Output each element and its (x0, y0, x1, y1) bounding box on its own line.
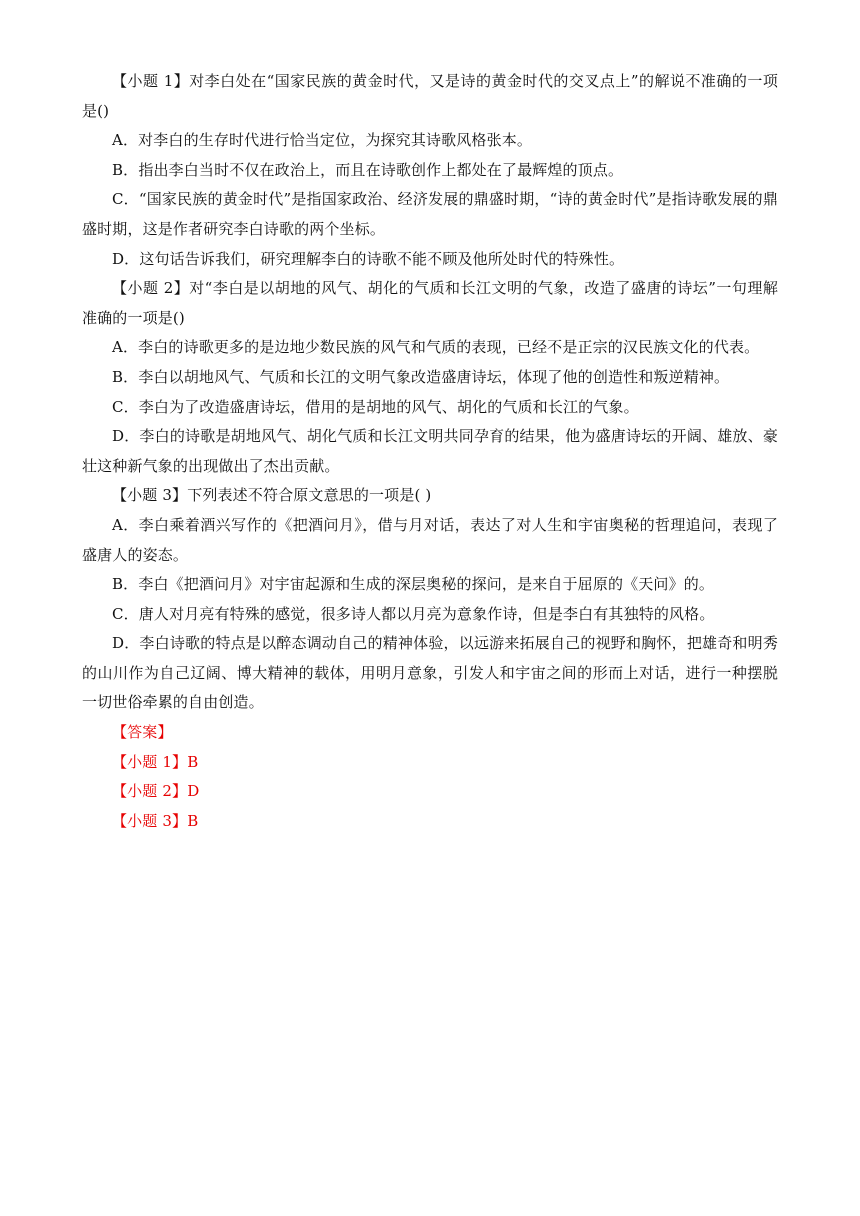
question-2-option-d: D．李白的诗歌是胡地风气、胡化气质和长江文明共同孕育的结果，他为盛唐诗坛的开阔、雄放、豪壮这种新气象的出现做出了杰出贡献。 (82, 427, 778, 475)
question-2-option-a: A．李白的诗歌更多的是边地少数民族的风气和气质的表现，已经不是正宗的汉民族文化的代表。 (112, 338, 760, 357)
question-3-option-b: B．李白《把酒问月》对宇宙起源和生成的深层奥秘的探问，是来自于屈原的《天问》的。 (112, 575, 715, 594)
answer-item-2: 【小题 2】D (112, 782, 200, 801)
question-1-option-d: D．这句话告诉我们，研究理解李白的诗歌不能不顾及他所处时代的特殊性。 (112, 249, 625, 268)
question-1-option-c: C．“国家民族的黄金时代”是指国家政治、经济发展的鼎盛时期，“诗的黄金时代”是指诗歌发展的鼎盛时期，这是作者研究李白诗歌的两个坐标。 (82, 190, 778, 238)
question-3-option-c: C．唐人对月亮有特殊的感觉，很多诗人都以月亮为意象作诗，但是李白有其独特的风格。 (112, 604, 715, 623)
question-2-prompt: 【小题 2】对“李白是以胡地的风气、胡化的气质和长江文明的气象，改造了盛唐的诗坛”一句理解准确的一项是() (82, 279, 778, 327)
question-1-option-a: A．对李白的生存时代进行恰当定位，为探究其诗歌风格张本。 (112, 131, 533, 150)
question-2 (82, 274, 778, 481)
question-3 (82, 481, 778, 718)
document-content (82, 67, 778, 836)
question-3-option-d: D．李白诗歌的特点是以醉态调动自己的精神体验，以远游来拓展自己的视野和胸怀，把雄奇和明秀的山川作为自己辽阔、博大精神的载体，用明月意象，引发人和宇宙之间的形而上对话，进行一种摆脱一切世俗牵累的自由创造。 (82, 634, 778, 712)
question-3-option-a: A．李白乘着酒兴写作的《把酒问月》，借与月对话，表达了对人生和宇宙奥秘的哲理追问，表现了盛唐人的姿态。 (82, 515, 778, 564)
answer-item-3: 【小题 3】B (112, 811, 199, 830)
question-1-option-b: B．指出李白当时不仅在政治上，而且在诗歌创作上都处在了最辉煌的顶点。 (112, 160, 624, 179)
question-2-option-c: C．李白为了改造盛唐诗坛，借用的是胡地的风气、胡化的气质和长江的气象。 (112, 397, 639, 416)
answer-item-1: 【小题 1】B (112, 752, 199, 771)
answer-heading: 【答案】 (112, 723, 173, 742)
question-2-option-b: B．李白以胡地风气、气质和长江的文明气象改造盛唐诗坛，体现了他的创造性和叛逆精神。 (112, 367, 730, 386)
answer-section (82, 718, 778, 836)
question-1 (82, 67, 778, 274)
question-1-prompt: 【小题 1】对李白处在“国家民族的黄金时代，又是诗的黄金时代的交叉点上”的解说不准确的一项是() (82, 72, 778, 120)
question-3-prompt: 【小题 3】下列表述不符合原文意思的一项是( ) (112, 486, 432, 505)
